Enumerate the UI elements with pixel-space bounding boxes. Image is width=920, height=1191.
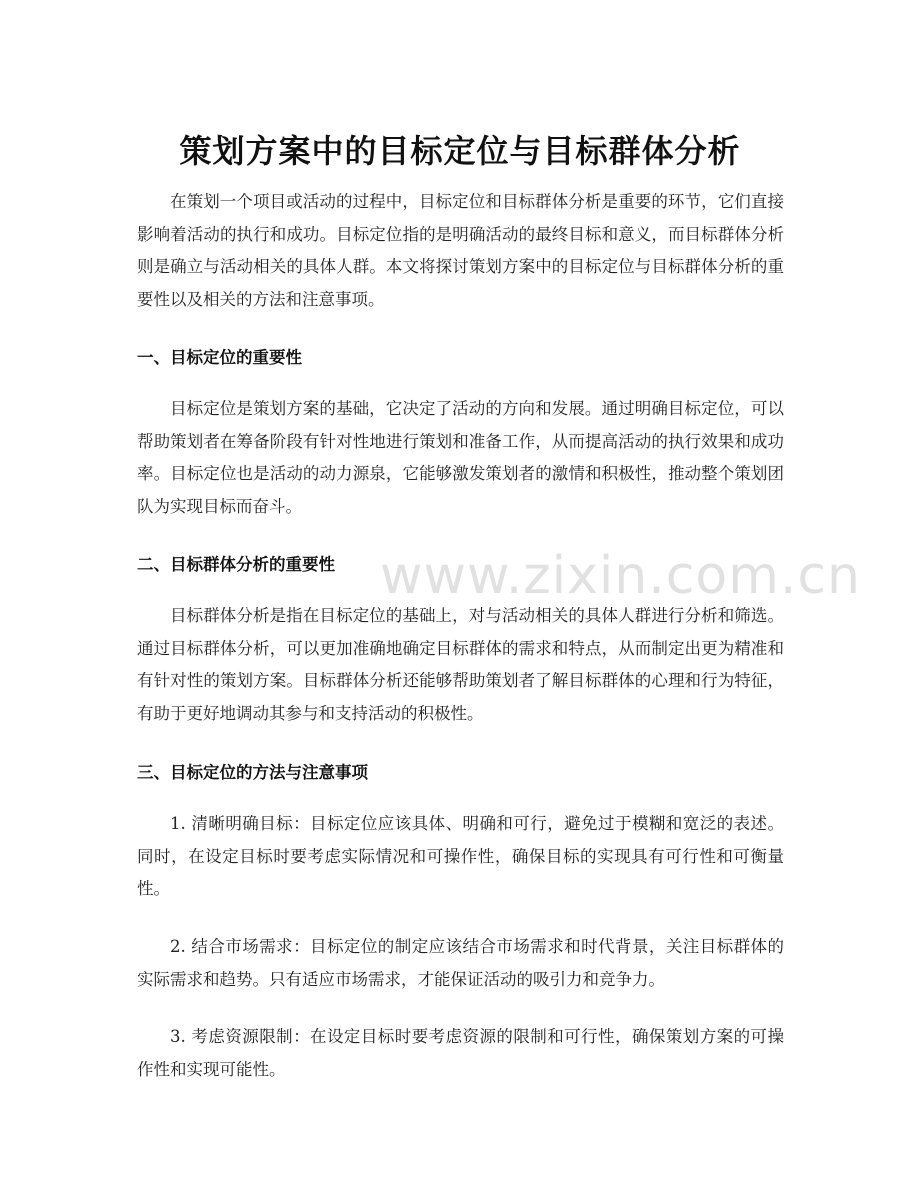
list-item-3: 3. 考虑资源限制：在设定目标时要考虑资源的限制和可行性，确保策划方案的可操作性和实现可能性。	[137, 1027, 784, 1079]
watermark: www.zixin.com.cn	[380, 546, 861, 606]
section-paragraph-1: 目标定位是策划方案的基础，它决定了活动的方向和发展。通过明确目标定位，可以帮助策划者在筹备阶段有针对性地进行策划和准备工作，从而提高活动的执行效果和成功率。目标定位也是活动的动力源泉，它能够激发策划者的激情和积极性，推动整个策划团队为实现目标而奋斗。	[137, 399, 784, 516]
section-paragraph-2: 目标群体分析是指在目标定位的基础上，对与活动相关的具体人群进行分析和筛选。通过目标群体分析，可以更加准确地确定目标群体的需求和特点，从而制定出更为精准和有针对性的策划方案。目标群体分析还能够帮助策划者了解目标群体的心理和行为特征，有助于更好地调动其参与和支持活动的积极性。	[137, 606, 784, 723]
section-heading-3: 三、目标定位的方法与注意事项	[137, 763, 368, 782]
intro-paragraph: 在策划一个项目或活动的过程中，目标定位和目标群体分析是重要的环节，它们直接影响着活动的执行和成功。目标定位指的是明确活动的最终目标和意义，而目标群体分析则是确立与活动相关的具体人群。本文将探讨策划方案中的目标定位与目标群体分析的重要性以及相关的方法和注意事项。	[137, 192, 784, 309]
list-item-2: 2. 结合市场需求：目标定位的制定应该结合市场需求和时代背景，关注目标群体的实际需求和趋势。只有适应市场需求，才能保证活动的吸引力和竞争力。	[137, 937, 784, 989]
list-item-1: 1. 清晰明确目标：目标定位应该具体、明确和可行，避免过于模糊和宽泛的表述。同时，在设定目标时要考虑实际情况和可操作性，确保目标的实现具有可行性和可衡量性。	[137, 814, 784, 898]
section-heading-1: 一、目标定位的重要性	[137, 348, 302, 367]
document-title: 策划方案中的目标定位与目标群体分析	[179, 132, 741, 171]
section-heading-2: 二、目标群体分析的重要性	[137, 555, 335, 574]
